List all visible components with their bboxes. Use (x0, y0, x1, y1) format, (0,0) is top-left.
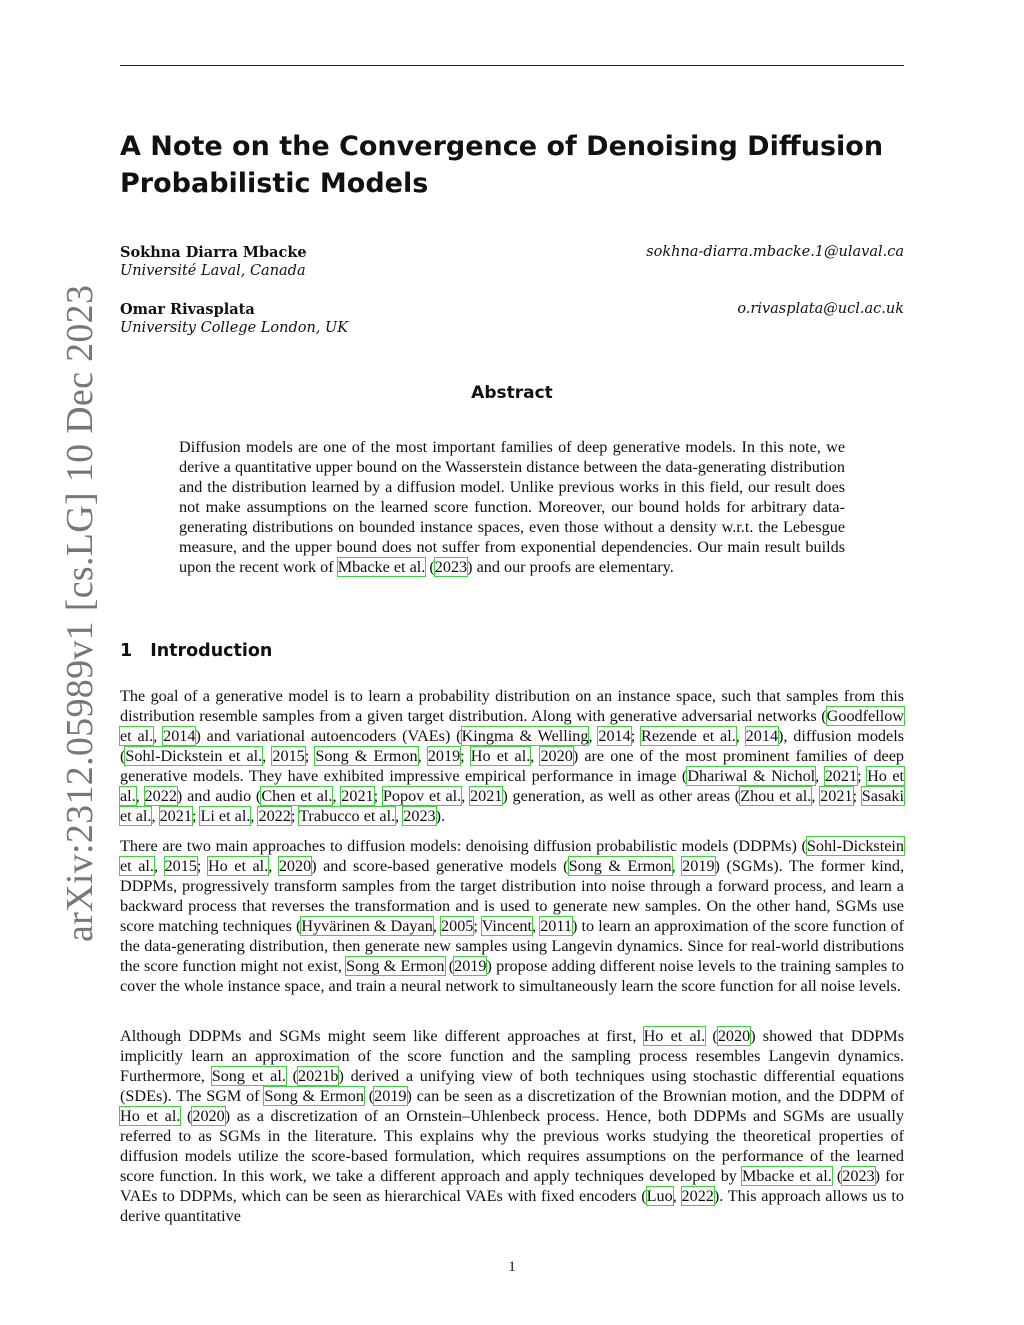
citation-link[interactable]: 2019 (682, 857, 715, 875)
text-run: , (135, 787, 145, 805)
text-run: ) and our proofs are elementary. (467, 558, 674, 576)
text-run: ; (460, 747, 471, 765)
citation-link[interactable]: Dhariwal & Nichol (687, 767, 816, 785)
citation-link[interactable]: 2021 (820, 787, 853, 805)
text-run: ) to learn an approximation of the score function of the data-generating distribution, then generate new samples using Langevin dynamics. Since for real-world distributions the score function might not exist, (120, 917, 904, 975)
text-run: , (811, 787, 821, 805)
text-run: ; (196, 857, 208, 875)
arxiv-stamp-container (16, 284, 101, 950)
text-run: ( (425, 558, 435, 576)
text-run: ) and audio ( (176, 787, 262, 805)
citation-link[interactable]: Ho et al. (207, 857, 269, 875)
text-run: ; (473, 917, 482, 935)
citation-link[interactable]: Ho et al. (120, 767, 905, 805)
citation-link[interactable]: Luo (646, 1187, 673, 1205)
citation-link[interactable]: Ho et al. (470, 747, 531, 765)
text-run: , (153, 857, 165, 875)
text-run: , (461, 787, 471, 805)
author-email[interactable]: sokhna-diarra.mbacke.1@ulaval.ca (646, 244, 904, 260)
text-run: The goal of a generative model is to learn a probability distribution on an instance space, such that samples from this distribution resemble samples from a given target distribution. Along with generative adversarial networks ( (120, 687, 904, 725)
text-run: Diffusion models are one of the most important families of deep generative models. In this note, we derive a quantitative upper bound on the Wasserstein distance between the data-generating distribution and the distribution learned by a diffusion model. Unlike previous works in this field, our result does not make assumptions on the learned score function. Moreover, our bound holds for arbitrary data-generating distributions on bounded instance spaces, even those without a density w.r.t. the Lebesgue measure, and the upper bound does not suffer from exponential dependencies. Our main result builds upon the recent work of (179, 438, 845, 576)
citation-link[interactable]: 2015 (164, 857, 197, 875)
citation-link[interactable]: Chen et al. (261, 787, 333, 805)
citation-link[interactable]: Song & Ermon (346, 957, 445, 975)
text-run: ) as a discretization of an Ornstein–Uhlenbeck process. Hence, both DDPMs and SGMs are usually referred to as SGMs in the literature. This explains why the previous works studying the theoretical properties of diffusion models utilize the score-based formulation, which requires assumptions on the performance of the learned score function. In this work, we take a different approach and apply techniques developed by (120, 1107, 905, 1185)
text-run: , (530, 747, 541, 765)
text-run: , (250, 807, 259, 825)
text-run: ; (852, 787, 862, 805)
citation-link[interactable]: 2021 (470, 787, 503, 805)
author-name: Sokhna Diarra Mbacke (120, 244, 307, 261)
citation-link[interactable]: 2020 (192, 1107, 225, 1125)
citation-link[interactable]: 2015 (272, 747, 305, 765)
text-run: , (262, 747, 273, 765)
text-run: ) generation, as well as other areas ( (502, 787, 741, 805)
citation-link[interactable]: 2014 (745, 727, 779, 745)
section-title: Introduction (150, 641, 273, 661)
text-run: ( (285, 1067, 298, 1085)
paper-title: A Note on the Convergence of Denoising Diffusion Probabilistic Models (120, 131, 884, 199)
citation-link[interactable]: 2020 (717, 1027, 751, 1045)
text-run: ) and variational autoencoders (VAEs) ( (195, 727, 462, 745)
citation-link[interactable]: 2022 (144, 787, 177, 805)
text-run: ) derived a unifying view of both techniques using stochastic differential equations (SDEs). The SGM of (120, 1067, 905, 1105)
abstract-text (179, 437, 845, 577)
citation-link[interactable]: Song et al. (211, 1067, 286, 1085)
text-run: , (268, 857, 279, 875)
text-run: ). (435, 807, 446, 825)
citation-link[interactable]: Li et al. (200, 807, 251, 825)
author-affiliation: University College London, UK (120, 320, 349, 336)
text-run: , (735, 727, 746, 745)
text-run: , (671, 857, 683, 875)
citation-link[interactable]: 2019 (454, 957, 487, 975)
text-run: ; (191, 807, 201, 825)
text-run: , (395, 807, 404, 825)
citation-link[interactable]: Sasaki et al. (120, 787, 905, 825)
citation-link[interactable]: Song & Ermon (264, 1087, 364, 1105)
citation-link[interactable]: 2005 (441, 917, 474, 935)
text-run: , (815, 767, 825, 785)
abstract-heading: Abstract (471, 383, 553, 403)
citation-link[interactable]: Hyvärinen & Dayan (301, 917, 433, 935)
text-run: Although DDPMs and SGMs might seem like different approaches at first, (120, 1027, 644, 1045)
citation-link[interactable]: Sohl-Dickstein et al. (120, 837, 904, 875)
text-run: ; (857, 767, 868, 785)
citation-link[interactable]: Ho et al. (120, 1107, 181, 1125)
text-run: ; (373, 787, 383, 805)
citation-link[interactable]: Song & Ermon (315, 747, 418, 765)
text-run: , (532, 917, 541, 935)
citation-link[interactable]: 2023 (434, 558, 468, 576)
citation-link[interactable]: 2021 (159, 807, 192, 825)
citation-link[interactable]: Sohl-Dickstein et al. (125, 747, 263, 765)
citation-link[interactable]: Trabucco et al. (299, 807, 396, 825)
citation-link[interactable]: 2023 (403, 807, 436, 825)
arxiv-stamp: arXiv:2312.05989v1 [cs.LG] 10 Dec 2023 (59, 284, 101, 942)
section-heading (120, 641, 272, 661)
citation-link[interactable]: 2021 (341, 787, 374, 805)
header-rule (120, 65, 904, 66)
citation-link[interactable]: 2023 (842, 1167, 875, 1185)
text-run: ) and score-based generative models ( (311, 857, 569, 875)
text-run: , (151, 807, 160, 825)
page-number: 1 (508, 1259, 516, 1275)
citation-link[interactable]: 2020 (540, 747, 573, 765)
citation-link[interactable]: 2014 (598, 727, 631, 745)
citation-link[interactable]: Popov et al. (382, 787, 462, 805)
text-run: ( (363, 1087, 375, 1105)
text-run: ) for VAEs to DDPMs, which can be seen as hierarchical VAEs with fixed encoders ( (120, 1167, 905, 1205)
citation-link[interactable]: Mbacke et al. (337, 558, 426, 576)
citation-link[interactable]: 2019 (374, 1087, 407, 1105)
citation-link[interactable]: 2011 (540, 917, 572, 935)
author-block (120, 300, 904, 338)
text-run: ) can be seen as a discretization of the Brownian motion, and the DDPM of (406, 1087, 905, 1105)
text-run: , (417, 747, 428, 765)
citation-link[interactable]: Vincent (481, 917, 532, 935)
text-run: ( (444, 957, 455, 975)
citation-link[interactable]: 2014 (163, 727, 196, 745)
text-run: ; (290, 807, 300, 825)
text-run: , (432, 917, 441, 935)
author-name: Omar Rivasplata (120, 301, 255, 318)
citation-link[interactable]: Goodfellow et al. (120, 707, 904, 745)
text-run: ( (705, 1027, 718, 1045)
citation-link[interactable]: Zhou et al. (740, 787, 812, 805)
text-run: ). This approach allows us to derive quantitative (120, 1187, 904, 1225)
citation-link[interactable]: Ho et al. (643, 1027, 706, 1045)
citation-link[interactable]: 2020 (278, 857, 312, 875)
intro-paragraph-1 (120, 686, 904, 826)
citation-link[interactable]: Rezende et al. (641, 727, 736, 745)
text-run: , (588, 727, 599, 745)
text-run: ; (630, 727, 642, 745)
citation-link[interactable]: 2021b (298, 1067, 339, 1085)
text-run: ) (SGMs). The former kind, DDPMs, progressively transform samples from the target distribution into noise through a forward process, and learn a backward process that reverses the transformation and is used to generate new samples. On the other hand, SGMs use score matching techniques ( (120, 857, 905, 935)
text-run: ( (831, 1167, 843, 1185)
text-run: ), diffusion models ( (120, 727, 905, 765)
text-run: ( (180, 1107, 193, 1125)
citation-link[interactable]: Song & Ermon (568, 857, 672, 875)
citation-link[interactable]: Mbacke et al. (742, 1167, 832, 1185)
citation-link[interactable]: 2019 (427, 747, 461, 765)
citation-link[interactable]: 2022 (258, 807, 291, 825)
text-run: ) are one of the most prominent families of deep generative models. They have exhibited impressive empirical performance in image ( (120, 747, 905, 785)
text-run: ) propose adding different noise levels to the training samples to cover the whole instance space, and train a neural network to simultaneously learn the score function for all noise levels. (120, 957, 905, 995)
citation-link[interactable]: Kingma & Welling (461, 727, 589, 745)
text-run: , (332, 787, 342, 805)
text-run: There are two main approaches to diffusion models: denoising diffusion probabilistic models (DDPMs) ( (120, 837, 807, 855)
text-run: , (672, 1187, 682, 1205)
section-number: 1 (120, 641, 133, 661)
author-email[interactable]: o.rivasplata@ucl.ac.uk (737, 301, 904, 317)
text-run: ) showed that DDPMs implicitly learn an approximation of the score function and the sampling process resembles Langevin dynamics. Furthermore, (120, 1027, 904, 1085)
citation-link[interactable]: 2022 (681, 1187, 714, 1205)
citation-link[interactable]: 2021 (824, 767, 858, 785)
text-run: , (153, 727, 164, 745)
intro-paragraph-2 (120, 836, 904, 996)
author-affiliation: Université Laval, Canada (120, 263, 306, 279)
intro-paragraph-3 (120, 1026, 904, 1226)
author-block (120, 243, 904, 281)
text-run: ; (304, 747, 316, 765)
